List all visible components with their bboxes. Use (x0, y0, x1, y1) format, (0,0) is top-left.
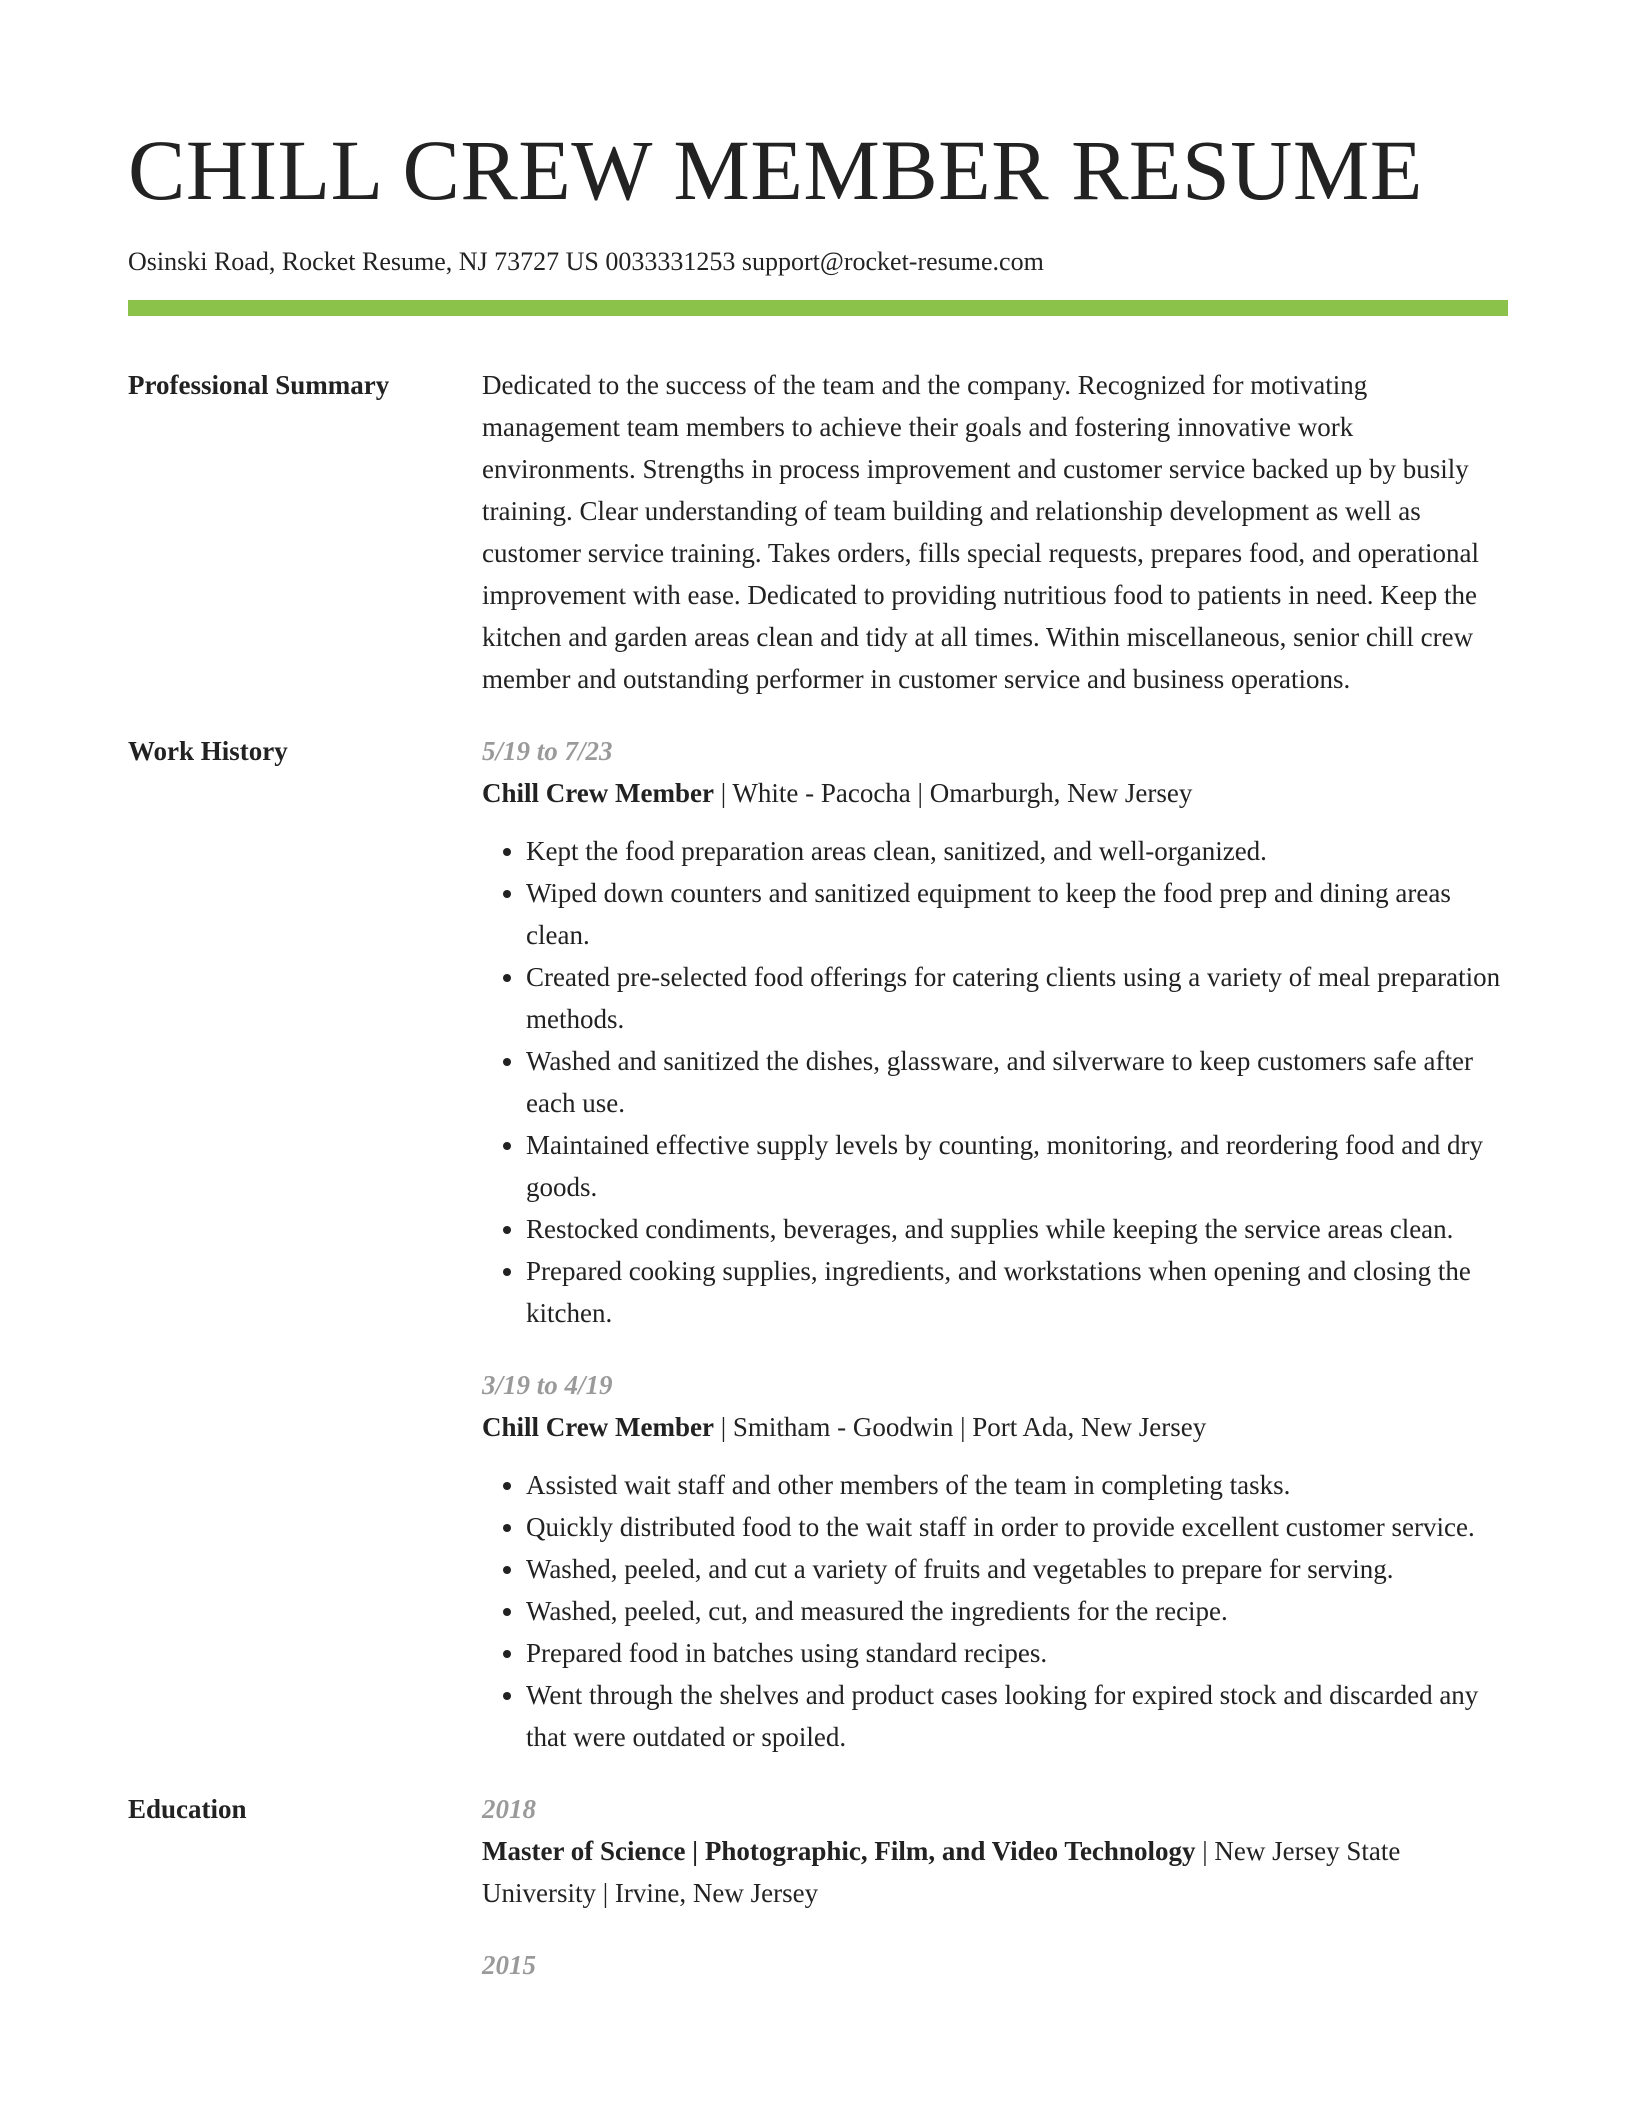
summary-text: Dedicated to the success of the team and the company. Recognized for motivating management team members to achieve their goals and fostering innovative work environments. Strengths in process improvement and customer service backed up by busily training. Clear understanding of team building and relationship development as well as customer service training. Takes orders, fills special requests, prepares food, and operational improvement with ease. Dedicated to providing nutritious food to patients in need. Keep the kitchen and garden areas clean and tidy at all times. Within miscellaneous, senior chill crew member and outstanding performer in customer service and business operations. (482, 370, 1480, 694)
job-duty-item: • Prepared food in batches using standard recipes. (526, 1632, 1508, 1674)
professional-summary-section (128, 364, 1508, 700)
job-entry (482, 730, 1508, 1334)
resume-title: CHILL CREW MEMBER RESUME (128, 122, 1423, 218)
resume-page (128, 0, 1508, 1986)
job-dates: 5/19 to 7/23 (482, 736, 613, 766)
section-label-education: Education (128, 1794, 247, 1824)
job-role-line (482, 1406, 1508, 1448)
school-location: | New Jersey State University | Irvine, New Jersey (482, 1836, 1401, 1908)
education-entry (482, 1788, 1508, 1914)
job-dates: 3/19 to 4/19 (482, 1370, 613, 1400)
education-year: 2015 (482, 1950, 536, 1980)
job-duty-item: • Restocked condiments, beverages, and supplies while keeping the service areas clean. (526, 1208, 1508, 1250)
job-duty-item: • Washed and sanitized the dishes, glassware, and silverware to keep customers safe after each use. (526, 1040, 1508, 1124)
work-history-body (482, 730, 1508, 1758)
job-duties-list (482, 1464, 1508, 1758)
job-duty-item: • Quickly distributed food to the wait staff in order to provide excellent customer service. (526, 1506, 1508, 1548)
job-title: Chill Crew Member (482, 1412, 714, 1442)
section-label-work-history: Work History (128, 736, 288, 766)
work-history-section (128, 730, 1508, 1758)
job-duty-item: • Washed, peeled, cut, and measured the ingredients for the recipe. (526, 1590, 1508, 1632)
job-entry (482, 1364, 1508, 1758)
education-line (482, 1830, 1508, 1914)
contact-line: Osinski Road, Rocket Resume, NJ 73727 US 0033331253 support@rocket-resume.com (128, 247, 1044, 276)
education-body (482, 1788, 1508, 1986)
professional-summary-body (482, 364, 1508, 700)
job-employer-location: | Smitham - Goodwin | Port Ada, New Jersey (713, 1412, 1207, 1442)
job-title: Chill Crew Member (482, 778, 714, 808)
job-duty-item: • Washed, peeled, and cut a variety of fruits and vegetables to prepare for serving. (526, 1548, 1508, 1590)
header-divider (128, 300, 1508, 316)
section-label-professional-summary: Professional Summary (128, 370, 390, 400)
job-duty-item: • Went through the shelves and product cases looking for expired stock and discarded any that were outdated or spoiled. (526, 1674, 1508, 1758)
job-duty-item: • Prepared cooking supplies, ingredients, and workstations when opening and closing the kitchen. (526, 1250, 1508, 1334)
job-role-line (482, 772, 1508, 814)
job-duty-item: • Kept the food preparation areas clean, sanitized, and well-organized. (526, 830, 1508, 872)
job-duty-item: • Maintained effective supply levels by counting, monitoring, and reordering food and dry goods. (526, 1124, 1508, 1208)
education-entry (482, 1944, 1508, 1986)
job-duty-item: • Wiped down counters and sanitized equipment to keep the food prep and dining areas clean. (526, 872, 1508, 956)
education-section (128, 1788, 1508, 1986)
job-duties-list (482, 830, 1508, 1334)
education-year: 2018 (482, 1794, 536, 1824)
job-employer-location: | White - Pacocha | Omarburgh, New Jersey (713, 778, 1193, 808)
job-duty-item: • Assisted wait staff and other members of the team in completing tasks. (526, 1464, 1508, 1506)
degree-title: Master of Science | Photographic, Film, and Video Technology (482, 1836, 1196, 1866)
job-duty-item: • Created pre-selected food offerings for catering clients using a variety of meal preparation methods. (526, 956, 1508, 1040)
